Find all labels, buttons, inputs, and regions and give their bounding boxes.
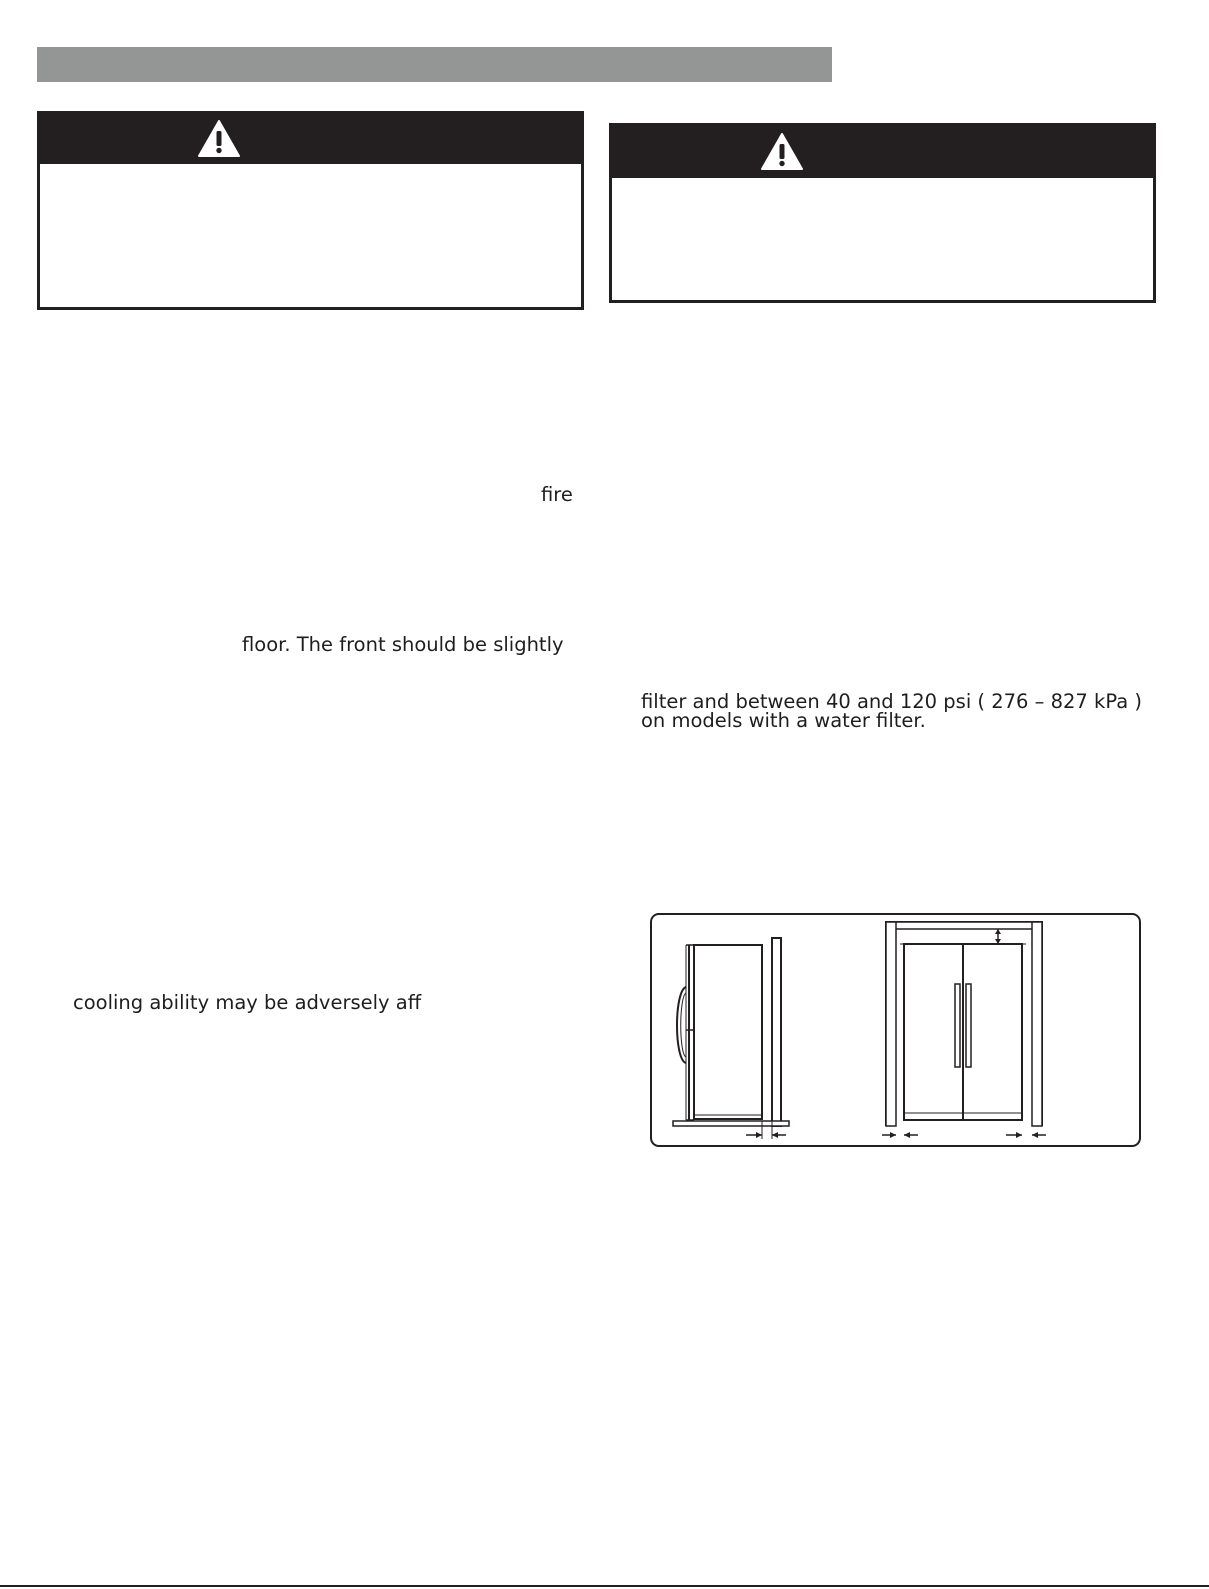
warning-triangle-icon xyxy=(760,132,804,172)
front-view-handle-right xyxy=(966,984,971,1067)
side-view-handle xyxy=(677,987,686,1063)
clearance-diagram xyxy=(650,913,1141,1147)
text-fragment-cooling: cooling ability may be adversely aff xyxy=(73,991,422,1014)
warning-triangle-icon xyxy=(197,119,241,159)
warning-header-right xyxy=(612,126,1153,178)
side-view-cabinet xyxy=(694,945,762,1119)
side-view-wall xyxy=(772,938,781,1126)
warning-box-right xyxy=(609,123,1156,303)
text-fragment-fire: fire xyxy=(541,483,573,506)
text-fragment-water-filter: on models with a water filter. xyxy=(641,709,926,732)
refrigerator-clearance-illustration xyxy=(652,915,1139,1145)
warning-box-left xyxy=(37,111,584,310)
page-bottom-rule xyxy=(0,1585,1209,1587)
front-view-handle-left xyxy=(955,984,960,1067)
section-header-bar xyxy=(37,47,832,82)
text-fragment-water-pressure: filter and between 40 and 120 psi ( 276 – 827 kPa ) xyxy=(641,690,1142,713)
text-fragment-floor: floor. The front should be slightly xyxy=(242,633,564,656)
warning-header-left xyxy=(40,114,581,164)
